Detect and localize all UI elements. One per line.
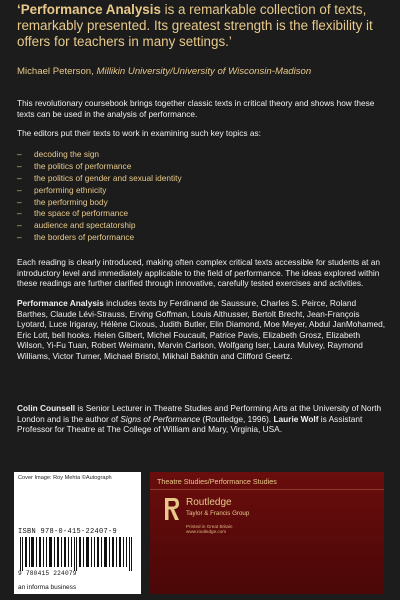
topic-item — [17, 149, 377, 161]
topic-item — [17, 232, 377, 244]
topic-label: the space of performance — [34, 208, 129, 219]
quote-title: ‘Performance Analysis — [17, 2, 161, 17]
topics-lead: The editors put their texts to work in examining such key topics as: — [17, 128, 261, 138]
contributors-paragraph — [17, 298, 389, 362]
topic-item — [17, 220, 377, 232]
bullet-dash: – — [17, 220, 22, 231]
topic-label: audience and spectatorship — [34, 220, 136, 231]
topic-item — [17, 208, 377, 220]
quote-text: is a remarkable collection of texts, remarkably presented. Its greatest strength is the flexibility it offers for teachers in many settings.’ — [17, 2, 373, 49]
editor-name-2: Laurie Wolf — [273, 413, 319, 424]
divider — [150, 489, 384, 490]
topic-label: the performing body — [34, 196, 108, 207]
book-title: Performance Analysis — [17, 298, 104, 308]
readings-paragraph: Each reading is clearly introduced, making often complex critical texts accessible for students at an introductory level and immediately applicable to the field of performance. The ideas explored within these readings are further clarified through innovative, carefully tested exercises and activities. — [17, 257, 380, 289]
bullet-dash: – — [17, 208, 22, 219]
attribution-institution: Millikin University/University of Wisconsin-Madison — [96, 66, 312, 77]
bullet-dash: – — [17, 232, 22, 243]
cover-image-credit: Cover Image: Roy Mehta ©Autograph — [18, 475, 112, 481]
topic-item — [17, 173, 377, 185]
topics-list — [17, 149, 377, 244]
publisher-group: Taylor & Francis Group — [186, 510, 250, 517]
bullet-dash: – — [17, 184, 22, 195]
topic-item — [17, 197, 377, 209]
series-label: Theatre Studies/Performance Studies — [157, 477, 277, 486]
editor-bio-1: is Senior Lecturer in Theatre Studies and Performing Arts at the University of North London and is the author of — [17, 403, 382, 424]
informa-tagline: an informa business — [14, 582, 141, 594]
editors-paragraph — [17, 403, 389, 435]
endorsement-quote — [17, 2, 389, 49]
bullet-dash: – — [17, 196, 22, 207]
publisher-panel — [150, 472, 384, 594]
topic-label: performing ethnicity — [34, 184, 107, 195]
quote-attribution — [17, 66, 389, 77]
topic-label: the politics of performance — [34, 160, 132, 171]
contributors-text: includes texts by Ferdinand de Saussure, Charles S. Peirce, Roland Barthes, Claude Lévi-Strauss, Erving Goffman, Louis Althusser, Bertolt Brecht, Jean-François Lyotard, Luce Irigaray, Hélène Cixous, Judith Butler, Elin Diamond, Moe Meyer, Abdul JanMohamed, Eric Lott, bell hooks. Helen Gilbert, Michel Foucault, Patrice Pavis, Elizabeth Grosz, Elizabeth Wilson, Yi-Fu Tuan, Robert Weimann, Marvin Carlson, Wolfgang Iser, Laura Mulvey, Raymond Williams, Victor Turner, Michael Bristol, Mikhail Bakhtin and Clifford Geertz. — [17, 298, 386, 361]
intro-paragraph: This revolutionary coursebook brings together classic texts in critical theory and shows how these texts can be used in the analysis of performance. — [17, 98, 375, 119]
isbn-label: ISBN 978-0-415-22407-9 — [18, 528, 118, 536]
book-reference: Signs of Performance — [120, 413, 201, 424]
topic-label: decoding the sign — [34, 149, 100, 159]
routledge-r-logo-icon — [163, 497, 181, 521]
barcode-panel — [14, 472, 141, 582]
topic-item — [17, 185, 377, 197]
bullet-dash: – — [17, 149, 22, 159]
attribution-name: Michael Peterson, — [17, 66, 97, 77]
publisher-name: Routledge — [186, 497, 232, 508]
topic-label: the politics of gender and sexual identity — [34, 172, 182, 183]
topic-item — [17, 161, 377, 173]
publisher-website: www.routledge.com — [186, 529, 227, 534]
topic-label: the borders of performance — [34, 232, 135, 243]
editor-name-1: Colin Counsell — [17, 403, 76, 413]
editor-bio-2: is Assistant Professor for Theatre at The College of William and Mary, Virginia, USA. — [17, 413, 363, 435]
bullet-dash: – — [17, 172, 22, 183]
barcode-icon — [18, 537, 136, 571]
bullet-dash: – — [17, 160, 22, 171]
barcode-number: 9 780415 224079 — [18, 570, 77, 577]
printed-in: Printed in Great Britain — [186, 524, 233, 529]
editor-bio-1b: (Routledge, 1996). — [200, 413, 274, 424]
